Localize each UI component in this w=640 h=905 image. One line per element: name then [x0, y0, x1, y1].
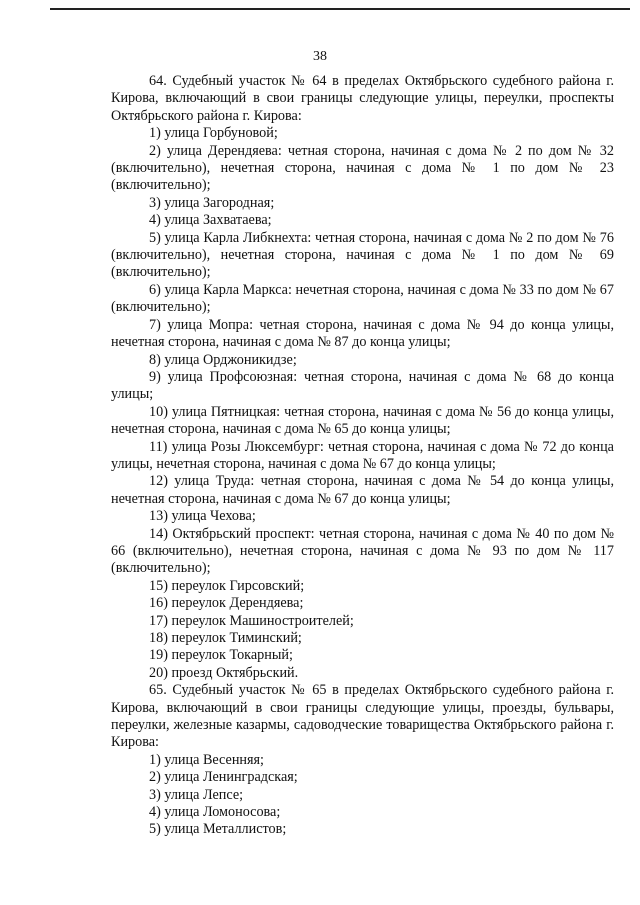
document-body [111, 73, 614, 839]
top-rule [50, 8, 630, 10]
list-item: 17) переулок Машиностроителей; [149, 612, 354, 629]
list-item: 13) улица Чехова; [149, 508, 256, 525]
list-item: 19) переулок Токарный; [149, 647, 293, 664]
paragraph: 65. Судебный участок № 65 в пределах Октябрьского судебного района г. Кирова, включающий в свои границы следующие улицы, проезды, бульвары, переулки, железные казармы, садоводческие товарищества Октябрьского района г. Кирова: [111, 682, 614, 751]
list-item: 6) улица Карла Маркса: нечетная сторона, начиная с дома № 33 по дом № 67 (включительно); [111, 281, 614, 316]
list-item: 10) улица Пятницкая: четная сторона, начиная с дома № 56 до конца улицы, нечетная сторона, начиная с дома № 65 до конца улицы; [111, 403, 614, 438]
list-item: 16) переулок Дерендяева; [149, 595, 304, 612]
list-item: 5) улица Карла Либкнехта: четная сторона, начиная с дома № 2 по дом № 76 (включительно), нечетная сторона, начиная с дома № 1 по дом № 69 (включительно); [111, 229, 614, 281]
list-item: 4) улица Ломоносова; [149, 804, 281, 821]
list-item: 3) улица Загородная; [149, 194, 275, 211]
paragraph: 64. Судебный участок № 64 в пределах Октябрьского судебного района г. Кирова, включающий в свои границы следующие улицы, переулки, проспекты Октябрьского района г. Кирова: [111, 73, 614, 124]
list-item: 11) улица Розы Люксембург: четная сторона, начиная с дома № 72 до конца улицы, нечетная сторона, начиная с дома № 67 до конца улицы; [111, 438, 614, 472]
list-item: 7) улица Мопра: четная сторона, начиная с дома № 94 до конца улицы, нечетная сторона, начиная с дома № 87 до конца улицы; [111, 316, 614, 351]
list-item: 1) улица Горбуновой; [149, 125, 278, 142]
list-item: 4) улица Захватаева; [149, 212, 272, 229]
list-item: 12) улица Труда: четная сторона, начиная с дома № 54 до конца улицы, нечетная сторона, начиная с дома № 67 до конца улицы; [111, 473, 614, 507]
list-item: 20) проезд Октябрьский. [149, 664, 299, 681]
list-item: 5) улица Металлистов; [149, 821, 287, 838]
list-item: 2) улица Дерендяева: четная сторона, начиная с дома № 2 по дом № 32 (включительно), нечетная сторона, начиная с дома № 1 по дом № 23 (включительно); [111, 142, 614, 194]
list-item: 3) улица Лепсе; [149, 786, 244, 803]
list-item: 15) переулок Гирсовский; [149, 577, 305, 594]
page-number: 38 [313, 49, 327, 64]
list-item: 2) улица Ленинградская; [149, 769, 298, 786]
list-item: 1) улица Весенняя; [149, 751, 265, 768]
list-item: 14) Октябрьский проспект: четная сторона, начиная с дома № 40 по дом № 66 (включительно), нечетная сторона, начиная с дома № 93 по дом № 117 (включительно); [111, 525, 614, 577]
list-item: 8) улица Орджоникидзе; [149, 351, 297, 368]
list-item: 18) переулок Тиминский; [149, 630, 302, 646]
list-item: 9) улица Профсоюзная: четная сторона, начиная с дома № 68 до конца улицы; [111, 368, 614, 403]
